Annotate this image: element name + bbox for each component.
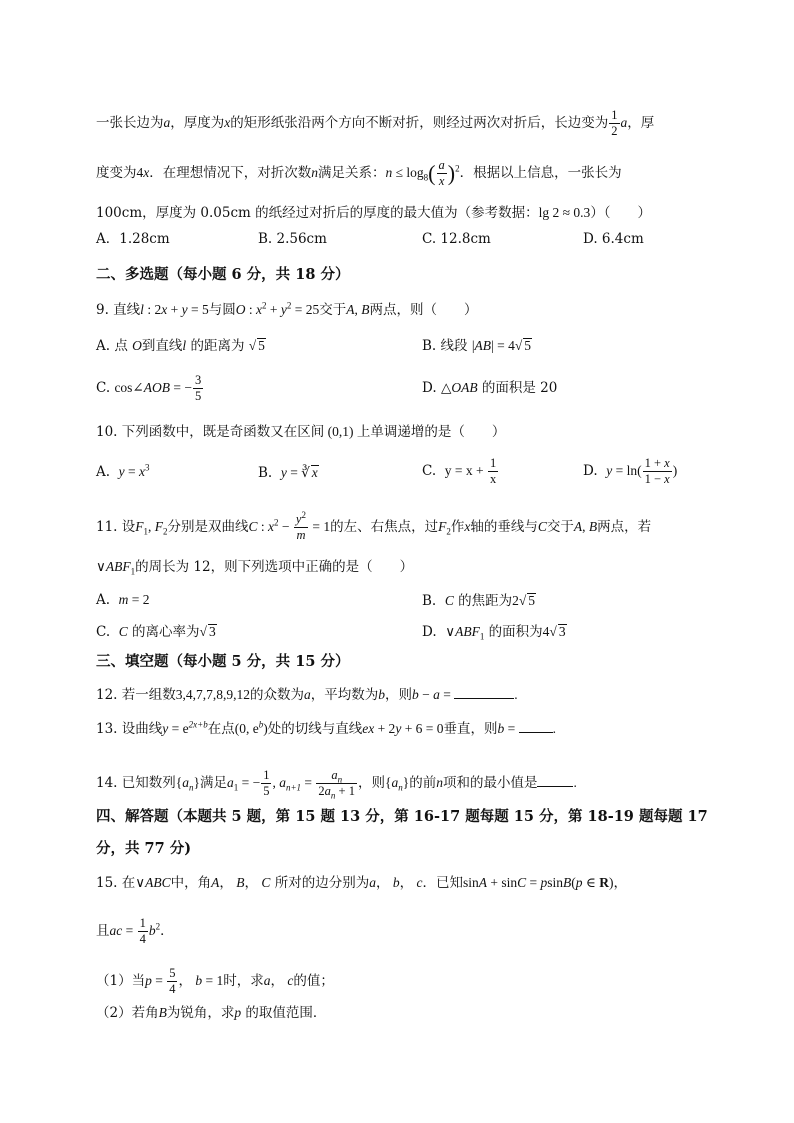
q11-option-c: C. C 的离心率为√ 3	[96, 624, 216, 640]
q10-option-b: B. y = ∛ x	[258, 465, 318, 481]
q8-option-b: B. 2.56cm	[258, 231, 327, 247]
q8-line-2: 度变为4x．在理想情况下，对折次数n满足关系：$n \le \log_8$( $\frac{a}{x}$ )$^2$．根据以上信息，一张长为	[96, 158, 622, 188]
q8-option-d: D. 6.4cm	[583, 231, 644, 247]
section-3-heading: 三、填空题（每小题 5 分，共 15 分）	[96, 653, 350, 670]
q14: 14. 已知数列$\{a_n\}$满足$a_1$ = − $\frac{1}{5}$ , $a_{n+1}$ = $\frac{a_n}{2a_n + 1}$ ，则$\{a_n\}$的前n项和的最小值是 .	[96, 768, 577, 801]
q9-option-c: C. cos∠AOB = − $\frac{3}{5}$	[96, 373, 202, 403]
q10-option-a: A. $y = x^3$	[96, 462, 150, 480]
q10-option-c: C. y = x + $\frac{1}{x}$	[422, 456, 497, 486]
q15-part-2: （2）若角B为锐角，求p 的取值范围．	[96, 1005, 327, 1021]
q11-stem-2: $\vee ABF_1$的周长为 12，则下列选项中正确的是（ ）	[96, 559, 414, 577]
section-2-heading: 二、多选题（每小题 6 分，共 18 分）	[96, 266, 350, 283]
q15-stem-2: 且ac = $\frac{1}{4}$ $b^2$．	[96, 916, 174, 946]
q9-stem: 9. 直线l : 2x + y = 5与圆O : $x^2 + y^2 = 25$交于A, B两点，则（ ）	[96, 300, 478, 318]
q15-part-1: （1）当p = $\frac{5}{4}$ ， b = 1时，求a， c的值；	[96, 966, 334, 996]
q10-option-d: D. y = ln( $\frac{1 + x}{1 - x}$ )	[583, 456, 678, 486]
q10-stem: 10. 下列函数中，既是奇函数又在区间 (0,1) 上单调递增的是（ ）	[96, 424, 506, 440]
q13: 13. 设曲线$y = e^{2x+b}$在点(0, $e^b$)处的切线与直线ex + 2y + 6 = 0垂直，则b = .	[96, 719, 557, 737]
q15-stem-1: 15. 在∨ABC中，角A， B， C 所对的边分别为a， b， c．已知sinA + sinC = psinB(p ∈ R)，	[96, 875, 628, 891]
section-4-heading-2: 分，共 77 分)	[96, 840, 192, 857]
section-4-heading-1: 四、解答题（本题共 5 题，第 15 题 13 分，第 16-17 题每题 15 分，第 18-19 题每题 17	[96, 808, 708, 825]
q8-line-3: 100cm，厚度为 0.05cm 的纸经过对折后的厚度的最大值为（参考数据：lg 2 ≈ 0.3）（ ）	[96, 205, 652, 221]
q8-option-a: A．1.28cm	[96, 231, 170, 247]
q11-option-d: D. $\vee ABF_1$ 的面积为4√ 3	[422, 624, 566, 642]
q8-line-1: 一张长边为a，厚度为x的矩形纸张沿两个方向不断对折，则经过两次对折后，长边变为 $\frac{1}{2}$ a，厚	[96, 108, 655, 138]
q11-option-a: A. m = 2	[96, 592, 150, 608]
q8-option-c: C. 12.8cm	[422, 231, 491, 247]
q11-stem-1: 11. 设$F_1$, $F_2$分别是双曲线C : $x^2$ − $\frac{y^2}{m}$ = 1的左、右焦点，过$F_2$作x轴的垂线与C交于A, B两点，若	[96, 509, 652, 542]
q9-option-a: A. 点 O到直线l 的距离为 √ 5	[96, 338, 265, 354]
q9-option-b: B. 线段 |AB| = 4√ 5	[422, 338, 531, 354]
q9-option-d: D. △OAB 的面积是 20	[422, 380, 558, 396]
q12: 12. 若一组数3,4,7,7,8,9,12的众数为a，平均数为b，则b − a = .	[96, 687, 518, 703]
q11-option-b: B. C 的焦距为2√ 5	[422, 593, 536, 609]
